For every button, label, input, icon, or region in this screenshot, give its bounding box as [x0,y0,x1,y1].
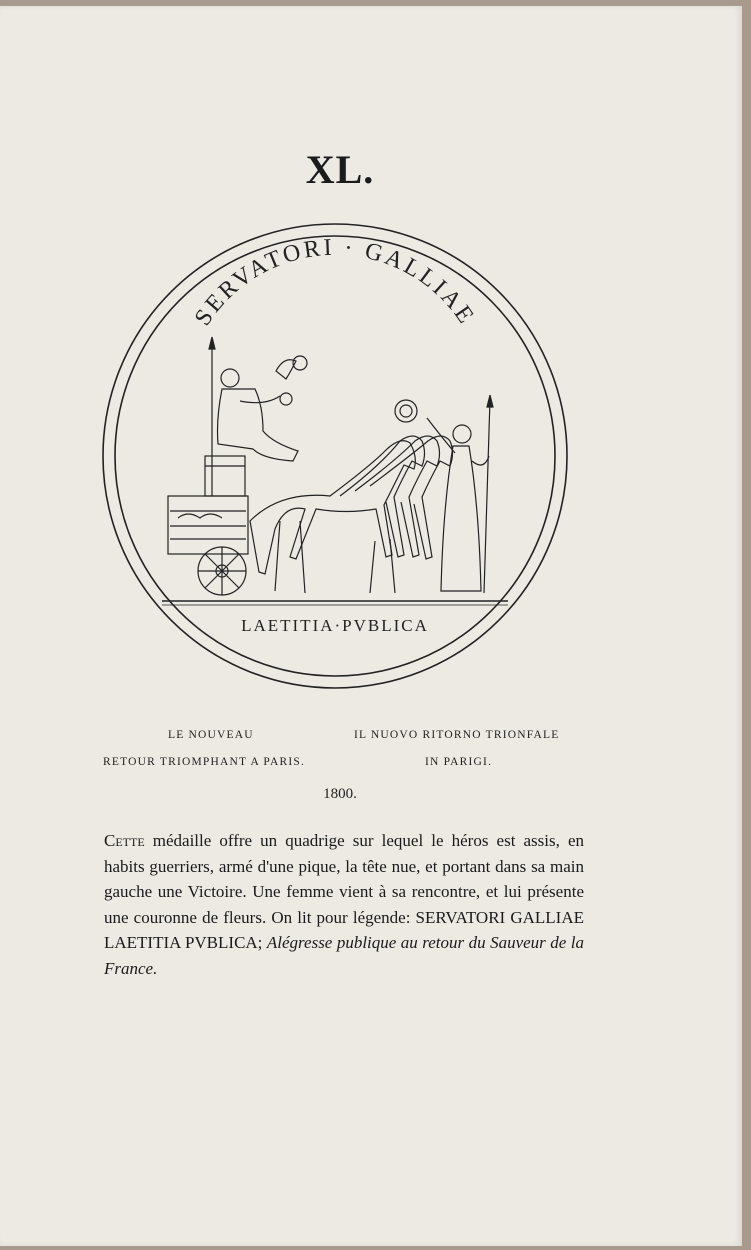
book-page [0,6,742,1246]
description-paragraph [104,828,584,981]
description-italic: Alégresse publique au retour du Sauveur de la France. [104,933,585,978]
french-caption-line2: RETOUR TRIOMPHANT A PARIS. [103,756,306,768]
plate-number: XL. [305,147,375,192]
italian-caption-line1: IL NUOVO RITORNO TRIONFALE [354,729,560,741]
medal-engraving [100,221,570,691]
italian-caption-line2: IN PARIGI. [425,756,493,768]
description-main: médaille offre un quadrige sur lequel le héros est assis, en habits guerriers, armé d'une pique, la tête nue, et portant dans sa main gauche une Victoire. Une femme vient à sa rencontre, et lui présente une couronne de fleurs. On lit pour légende: SERVATORI GALLIAE LAETITIA PVBLICA; [104,831,584,952]
year: 1800. [323,786,357,802]
french-caption-line1: LE NOUVEAU [168,729,254,741]
medal-legend: SERVATORI · GALLIAE [189,234,481,331]
quadriga-scene [168,337,493,595]
medal-exergue: LAETITIA·PVBLICA [241,616,429,635]
lead-word: Cette [104,831,145,850]
